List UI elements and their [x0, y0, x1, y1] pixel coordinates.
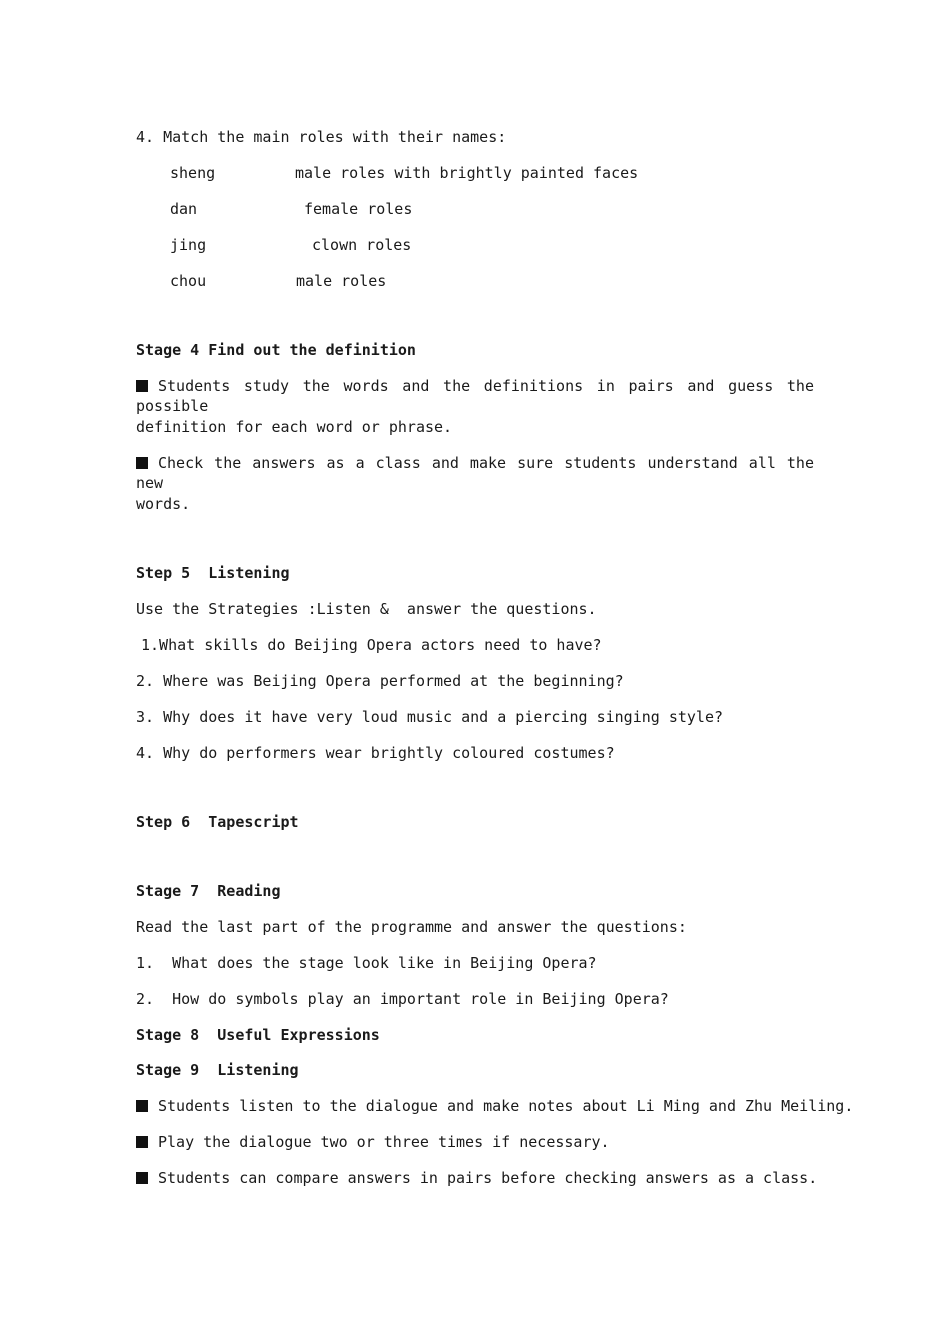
- stage9-title: Stage 9 Listening: [136, 1061, 299, 1079]
- stage4-bullet-1-line-1: [136, 376, 814, 416]
- stage4-bullet-2-line-1: [136, 453, 814, 493]
- bullet-square-icon: [136, 1100, 148, 1112]
- stage9-bullet-3-text: Students can compare answers in pairs before checking answers as a class.: [158, 1169, 818, 1187]
- stage7-intro: Read the last part of the programme and answer the questions:: [136, 918, 687, 936]
- stage9-bullet-3: [136, 1168, 817, 1188]
- step6-title: Step 6 Tapescript: [136, 813, 299, 831]
- stage7-question-2: 2. How do symbols play an important role in Beijing Opera?: [136, 990, 669, 1008]
- bullet-square-icon: [136, 1172, 148, 1184]
- match-role-dan: dan: [170, 200, 198, 218]
- match-meaning-2: female roles: [304, 200, 413, 218]
- stage4-bullet-1-text: Students study the words and the definitions in pairs and guess the possible: [136, 377, 814, 415]
- stage4-title: Stage 4 Find out the definition: [136, 341, 416, 359]
- stage9-bullet-2: [136, 1132, 610, 1152]
- match-role-jing: jing: [170, 236, 207, 254]
- stage4-bullet-2-text: Check the answers as a class and make sure students understand all the new: [136, 454, 814, 492]
- stage4-bullet-2-line-2: words.: [136, 495, 191, 513]
- match-role-sheng: sheng: [170, 164, 216, 182]
- match-heading: 4. Match the main roles with their names:: [136, 128, 507, 146]
- bullet-square-icon: [136, 1136, 148, 1148]
- step5-intro: Use the Strategies :Listen & answer the questions.: [136, 600, 597, 618]
- step5-title: Step 5 Listening: [136, 564, 290, 582]
- match-meaning-4: male roles: [296, 272, 387, 290]
- match-role-chou: chou: [170, 272, 207, 290]
- step5-question-2: 2. Where was Beijing Opera performed at the beginning?: [136, 672, 624, 690]
- step5-question-1: 1.What skills do Beijing Opera actors need to have?: [141, 636, 602, 654]
- stage7-question-1: 1. What does the stage look like in Beijing Opera?: [136, 954, 597, 972]
- stage8-title: Stage 8 Useful Expressions: [136, 1026, 380, 1044]
- stage9-bullet-1: [136, 1096, 853, 1116]
- bullet-square-icon: [136, 457, 148, 469]
- step5-question-4: 4. Why do performers wear brightly coloured costumes?: [136, 744, 615, 762]
- stage4-bullet-1-line-2: definition for each word or phrase.: [136, 418, 453, 436]
- stage9-bullet-1-text: Students listen to the dialogue and make notes about Li Ming and Zhu Meiling.: [158, 1097, 854, 1115]
- match-meaning-1: male roles with brightly painted faces: [295, 164, 639, 182]
- stage9-bullet-2-text: Play the dialogue two or three times if necessary.: [158, 1133, 610, 1151]
- match-meaning-3: clown roles: [312, 236, 412, 254]
- step5-question-3: 3. Why does it have very loud music and a piercing singing style?: [136, 708, 723, 726]
- stage7-title: Stage 7 Reading: [136, 882, 281, 900]
- bullet-square-icon: [136, 380, 148, 392]
